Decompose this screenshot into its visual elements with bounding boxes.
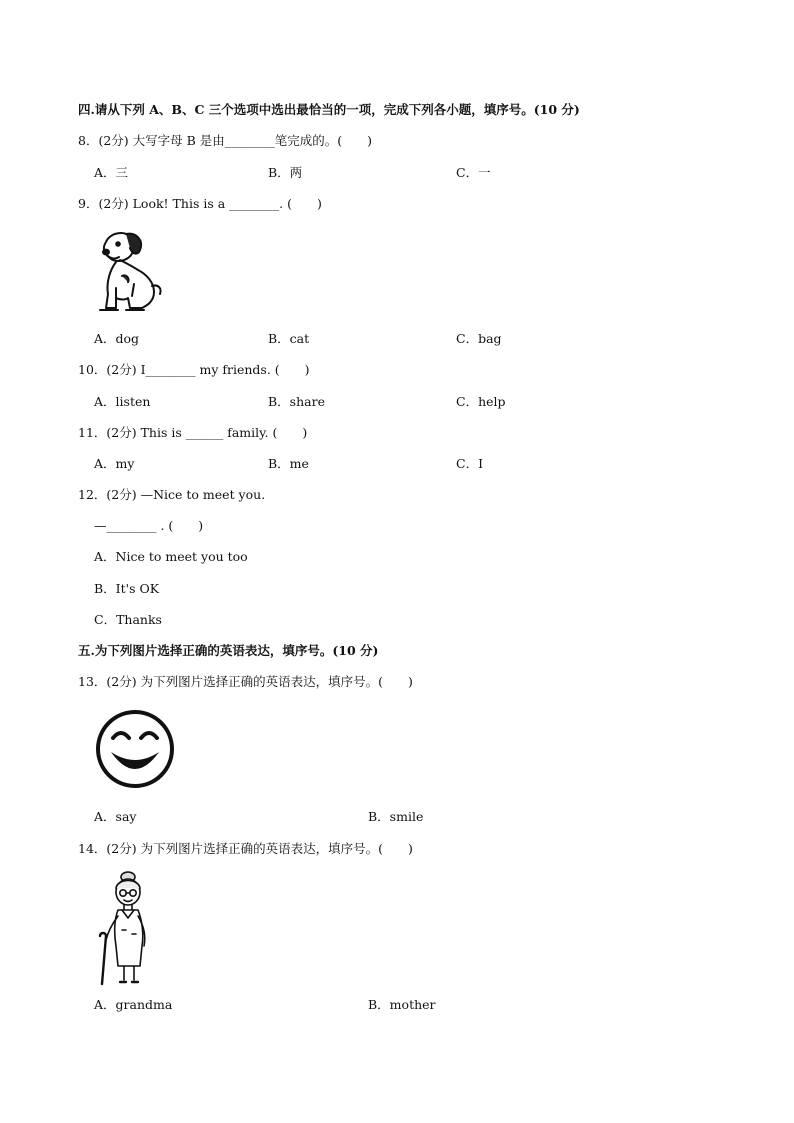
question-10-option-a[interactable]: A．listen (94, 394, 151, 409)
question-9-stem: 9．(2分) Look! This is a ________. ( ) (78, 196, 322, 211)
smiley-face-icon (95, 708, 175, 790)
question-8-option-b[interactable]: B．两 (268, 165, 303, 180)
section-5-heading: 五.为下列图片选择正确的英语表达，填序号。(10 分) (78, 643, 379, 658)
question-14-option-a[interactable]: A．grandma (94, 997, 173, 1012)
question-11-option-b[interactable]: B．me (268, 456, 309, 471)
question-10-stem: 10．(2分) I________ my friends. ( ) (78, 362, 310, 377)
question-8-stem: 8．(2分) 大写字母 B 是由________笔完成的。( ) (78, 133, 373, 148)
question-13-option-a[interactable]: A．say (94, 809, 137, 824)
question-12-stem: 12．(2分) —Nice to meet you. (78, 487, 266, 502)
smiley-face-picture (95, 708, 175, 790)
question-12-option-c[interactable]: C．Thanks (94, 612, 162, 627)
question-14-option-b[interactable]: B．mother (368, 997, 436, 1012)
section-4-heading: 四.请从下列 A、B、C 三个选项中选出最恰当的一项，完成下列各小题，填序号。(10 分) (78, 102, 580, 117)
question-8-option-c[interactable]: C．一 (456, 165, 491, 180)
question-11-stem: 11．(2分) This is ______ family. ( ) (78, 425, 308, 440)
question-12-stem-reply: —________ . ( ) (94, 518, 204, 533)
question-14-stem: 14．(2分) 为下列图片选择正确的英语表达，填序号。( ) (78, 841, 413, 856)
grandma-icon (94, 870, 160, 988)
question-8-option-a[interactable]: A．三 (94, 165, 129, 180)
question-9-option-a[interactable]: A．dog (94, 331, 140, 346)
question-11-option-c[interactable]: C．I (456, 456, 484, 471)
question-9-option-b[interactable]: B．cat (268, 331, 310, 346)
dog-icon (92, 228, 164, 314)
question-13-option-b[interactable]: B．smile (368, 809, 424, 824)
dog-picture (92, 228, 164, 314)
grandma-picture (94, 870, 160, 988)
question-13-stem: 13．(2分) 为下列图片选择正确的英语表达，填序号。( ) (78, 674, 413, 689)
question-11-option-a[interactable]: A．my (94, 456, 135, 471)
question-10-option-b[interactable]: B．share (268, 394, 325, 409)
question-9-option-c[interactable]: C．bag (456, 331, 502, 346)
question-12-option-b[interactable]: B．It's OK (94, 581, 160, 596)
question-12-option-a[interactable]: A．Nice to meet you too (94, 549, 248, 564)
question-10-option-c[interactable]: C．help (456, 394, 506, 409)
